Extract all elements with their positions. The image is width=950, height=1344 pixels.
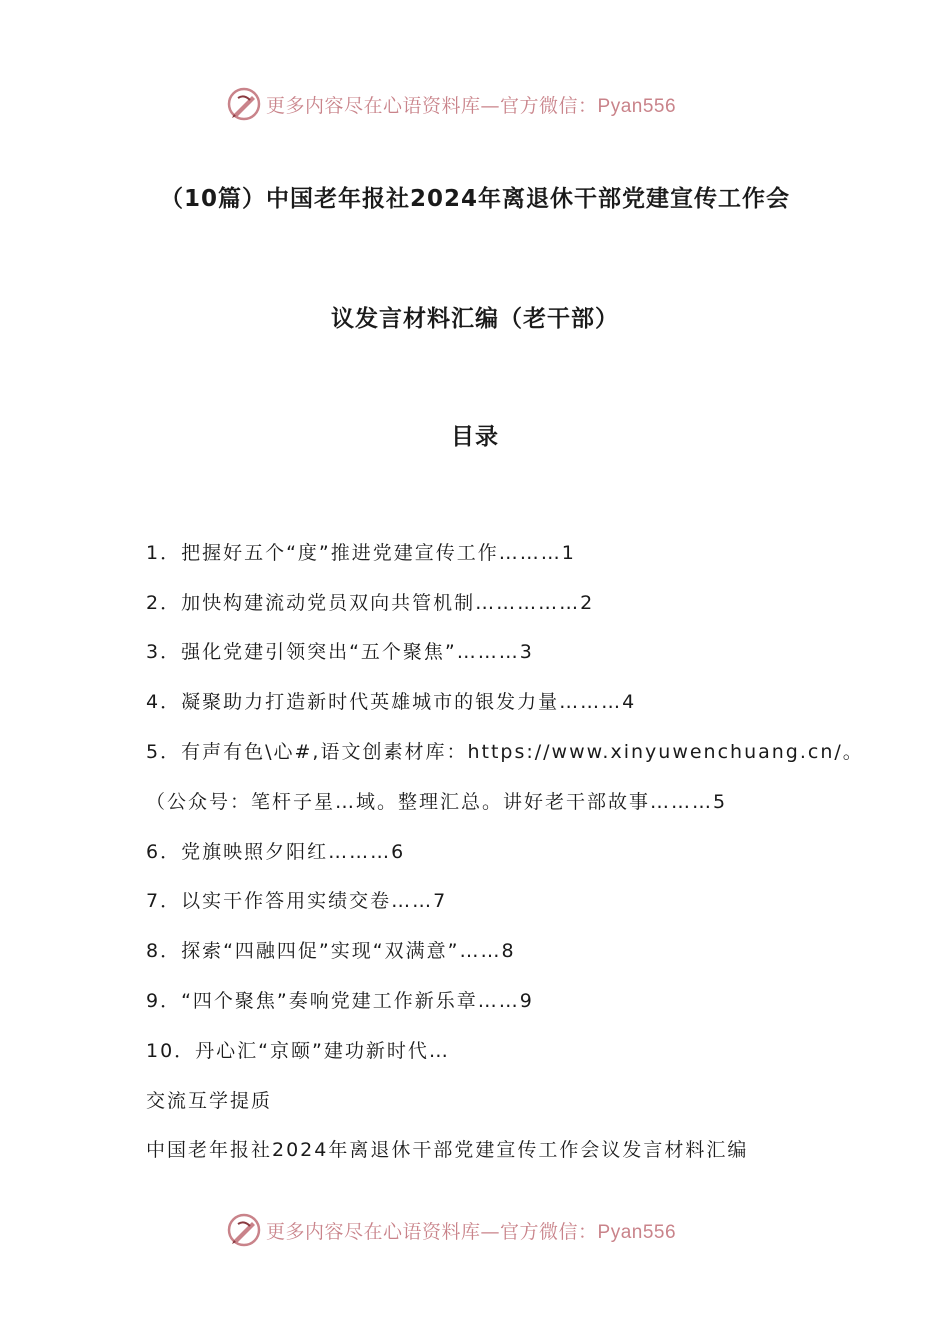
header-watermark-banner <box>226 82 676 126</box>
footer-watermark-banner <box>226 1208 676 1252</box>
document-title-line-1: （10篇）中国老年报社2024年离退休干部党建宣传工作会 <box>159 186 791 212</box>
body-text-line: 中国老年报社2024年离退休干部党建宣传工作会议发言材料汇编 <box>146 1139 749 1161</box>
toc-item-5: 5．有声有色\心#,语文创素材库：https://www.xinyuwenchuang.cn/。 <box>146 741 864 763</box>
toc-item-6: 6．党旗映照夕阳红………6 <box>146 841 406 863</box>
pen-logo-icon <box>226 86 262 122</box>
document-title-line-2: 议发言材料汇编（老干部） <box>331 306 619 332</box>
toc-item-7: 7．以实干作答用实绩交卷……7 <box>146 890 448 912</box>
banner-text: 更多内容尽在心语资料库—官方微信：Pyan556 <box>266 1220 677 1243</box>
pen-logo-icon <box>226 1212 262 1248</box>
toc-item-10: 10．丹心汇“京颐”建功新时代… <box>146 1040 450 1062</box>
toc-item-2: 2．加快构建流动党员双向共管机制……………2 <box>146 592 595 614</box>
toc-item-8: 8．探索“四融四促”实现“双满意”……8 <box>146 940 516 962</box>
toc-item-1: 1．把握好五个“度”推进党建宣传工作………1 <box>146 542 576 564</box>
toc-item-5-continued: （公众号：笔杆子星…域。整理汇总。讲好老干部故事………5 <box>146 791 728 813</box>
toc-heading: 目录 <box>451 424 499 450</box>
toc-item-4: 4．凝聚助力打造新时代英雄城市的银发力量………4 <box>146 691 637 713</box>
toc-item-9: 9．“四个聚焦”奏响党建工作新乐章……9 <box>146 990 534 1012</box>
toc-item-3: 3．强化党建引领突出“五个聚焦”………3 <box>146 641 534 663</box>
banner-text: 更多内容尽在心语资料库—官方微信：Pyan556 <box>266 94 677 117</box>
toc-item-10-continued: 交流互学提质 <box>146 1090 273 1112</box>
